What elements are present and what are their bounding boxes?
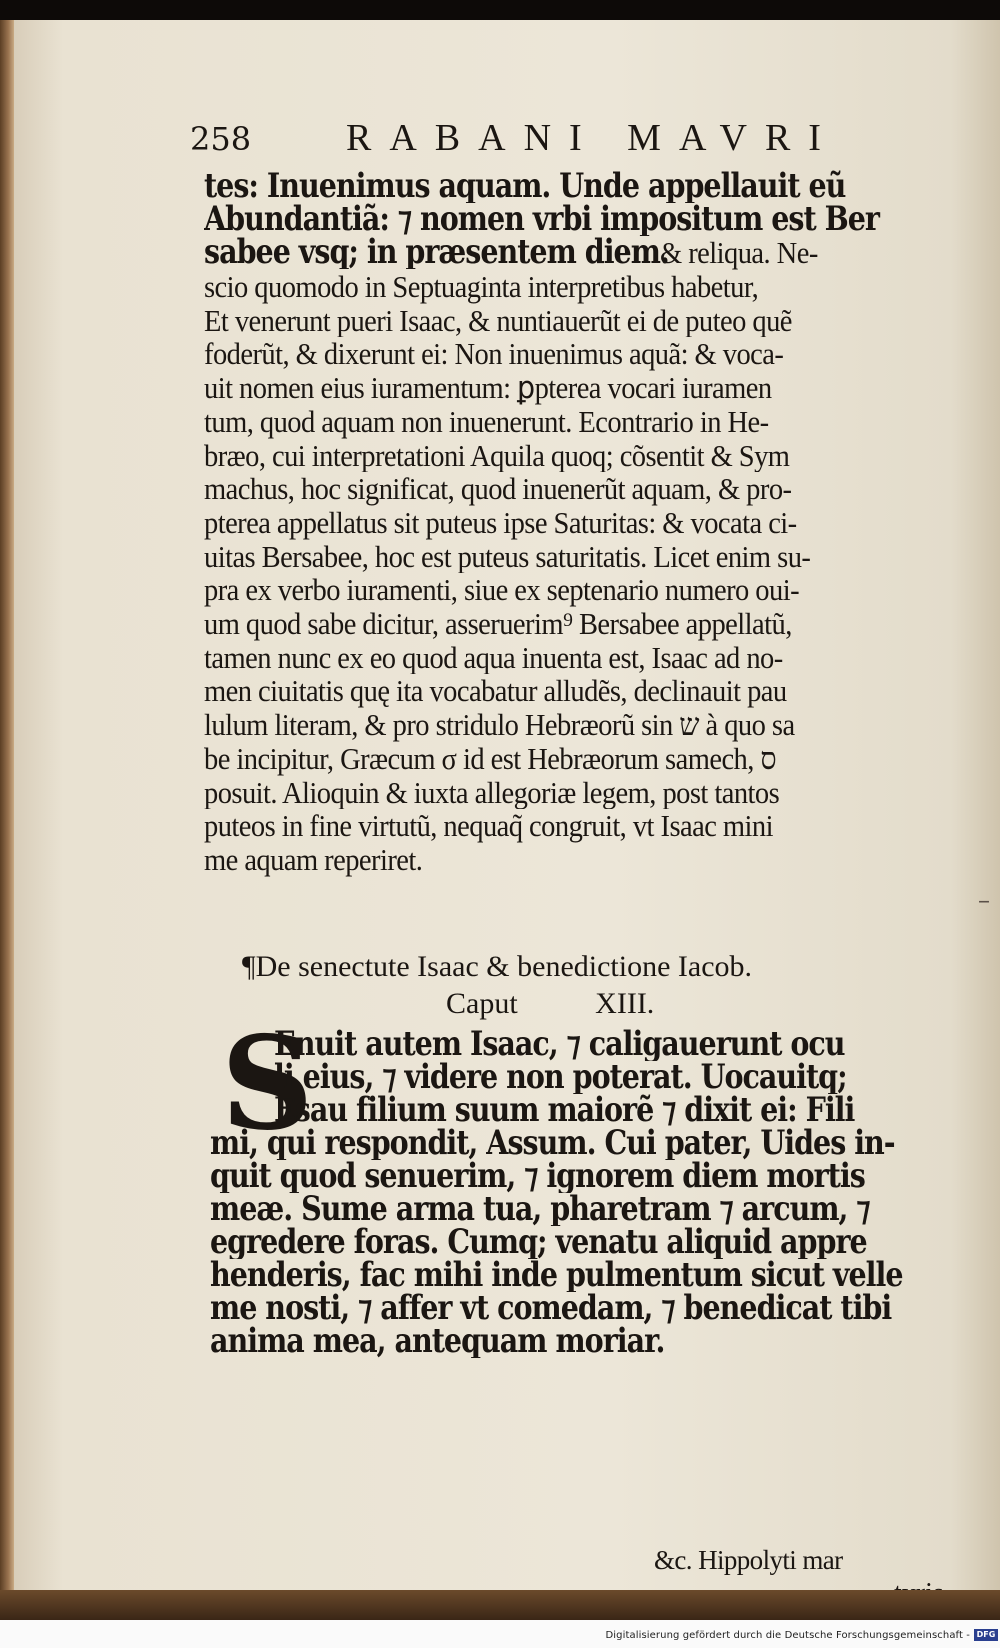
text-line: be incipitur, Græcum σ id est Hebræorum samech, ס: [204, 741, 777, 776]
paragraph-1-roman: [204, 270, 924, 877]
text-line: scio quomodo in Septuaginta interpretibus habetur,: [204, 270, 759, 304]
dfg-logo: DFG: [974, 1629, 998, 1641]
text-line: pterea appellatus sit puteus ipse Saturitas: & vocata ci-: [204, 505, 797, 540]
paragraph-2-body: [210, 1127, 930, 1358]
text-line: henderis, fac mihi inde pulmentum sicut velle: [210, 1259, 903, 1292]
text-line: quit quod senuerim, ⁊ ignorem diem mortis: [210, 1160, 865, 1193]
drop-capital: S: [221, 1009, 314, 1159]
text-line: tum, quod aquam non inuenerunt. Econtrario in He-: [204, 404, 769, 439]
text-line-blackletter: sabee vsq; in præsentem diem.: [204, 236, 669, 269]
page-bottom-edge: [0, 1590, 1000, 1620]
running-title: RABANI MAVRI: [346, 117, 839, 159]
text-line: foderũt, & dixerunt ei: Non inuenimus aquã: & voca-: [204, 337, 784, 372]
page-header: [14, 110, 986, 166]
text-line: tamen nunc ex eo quod aqua inuenta est, Isaac ad no-: [204, 640, 783, 675]
text-line: Esau filium suum maiorẽ ⁊ dixit ei: Fili: [274, 1094, 855, 1127]
text-line: bræo, cui interpretationi Aquila quoq; cõsentit & Sym: [204, 438, 790, 473]
caput-number: XIII.: [595, 987, 655, 1020]
text-line: Et venerunt pueri Isaac, & nuntiauerũt ei de puteo quẽ: [204, 303, 792, 338]
text-line: um quod sabe dicitur, asseruerim⁹ Bersabee appellatũ,: [204, 607, 792, 641]
text-line: li eius, ⁊ videre non poterat. Uocauitq;: [274, 1061, 847, 1094]
text-line: egredere foras. Cumq; venatu aliquid appre: [210, 1226, 867, 1259]
text-line: posuit. Alioquin & iuxta allegoriæ legem, post tantos: [204, 775, 780, 810]
text-line: puteos in fine virtutũ, nequaq̃ congruit, vt Isaac mini: [204, 809, 773, 843]
paragraph-2-indented: [274, 1028, 994, 1127]
text-line: me nosti, ⁊ affer vt comedam, ⁊ benedicat tibi: [210, 1292, 892, 1325]
text-line: machus, hoc significat, quod inuenerũt aquam, & pro-: [204, 472, 792, 506]
text-line: men ciuitatis quę ita vocabatur alludẽs, declinauit pau: [204, 674, 787, 709]
text-line-blackletter: anima mea, antequam moriar.: [210, 1325, 665, 1358]
text-line: & reliqua. Ne-: [660, 236, 818, 270]
margin-mark: –: [978, 886, 990, 914]
book-spine: [0, 20, 14, 1620]
text-line: uitas Bersabee, hoc est puteus saturitatis. Licet enim su-: [204, 539, 811, 574]
book-page: [14, 20, 1000, 1618]
text-line: Enuit autem Isaac, ⁊ caligauerunt ocu: [274, 1028, 845, 1061]
chapter-number-line: [446, 987, 654, 1021]
text-line: me aquam reperiret.: [204, 842, 423, 877]
text-line: [210, 1325, 932, 1358]
text-line: Abundantiã: ⁊ nomen vrbi impositum est Ber: [204, 203, 879, 236]
text-line: pra ex verbo iuramenti, siue ex septenario numero oui-: [204, 573, 800, 608]
text-line: meæ. Sume arma tua, pharetram ⁊ arcum, ⁊: [210, 1193, 870, 1226]
page-number: 258: [190, 120, 252, 158]
caput-label: Caput: [446, 987, 518, 1020]
paragraph-1-tail: [660, 236, 960, 270]
chapter-heading: ¶De senectute Isaac & benedictione Iacob.: [242, 950, 753, 983]
text-line: uit nomen eius iuramentum: ꝑpterea vocari iuramen: [204, 371, 772, 405]
top-frame: [0, 0, 1000, 20]
footer-credit: Digitalisierung gefördert durch die Deutsche Forschungsgemeinschaft -: [605, 1630, 970, 1641]
paragraph-2-tail: &c. Hippolyti mar: [654, 1545, 843, 1575]
text-line: mi, qui respondit, Assum. Cui pater, Uides in-: [210, 1127, 895, 1160]
text-line: tes: Inuenimus aquam. Unde appellauit eũ: [204, 170, 846, 203]
text-line: lulum literam, & pro stridulo Hebræorũ sin ש à quo sa: [204, 708, 795, 742]
